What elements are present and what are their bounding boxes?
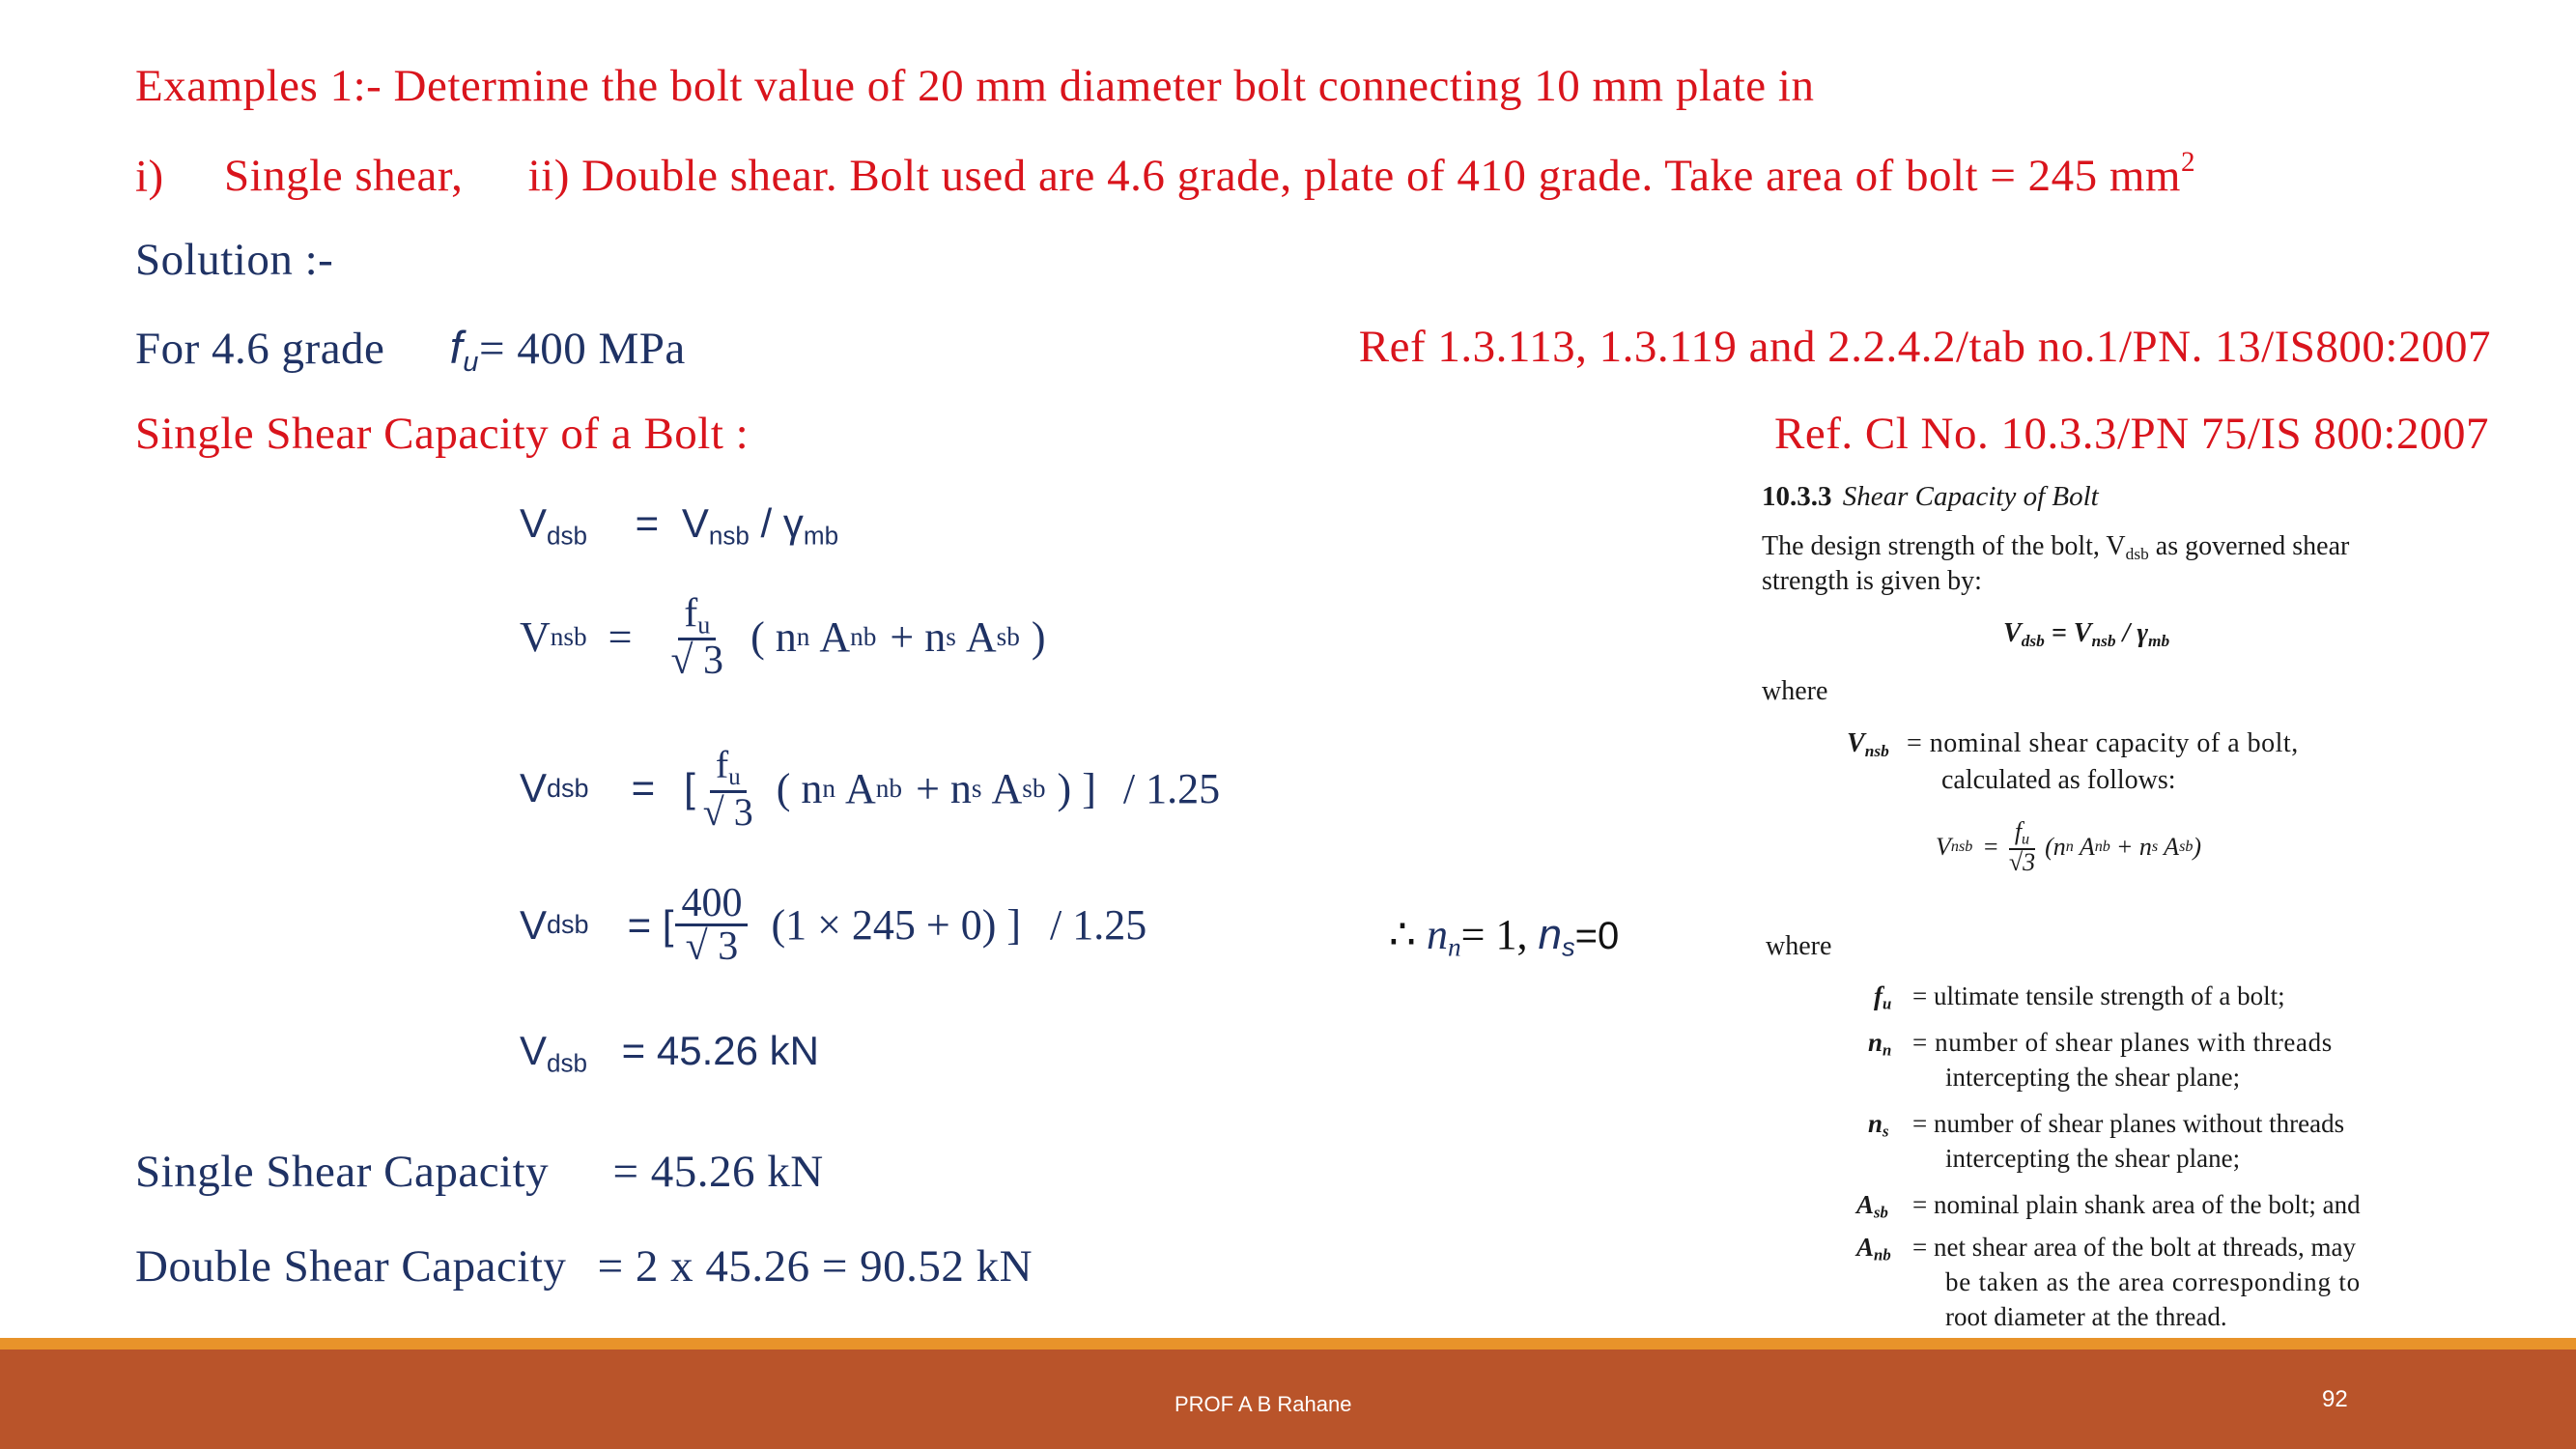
def-anb-text-2: be taken as the area corresponding to: [1945, 1267, 2361, 1296]
problem-single-shear: Single shear,: [223, 151, 464, 202]
eq5-result: = 45.26 kN: [621, 1028, 819, 1073]
eq3-v-sub: dsb: [547, 773, 589, 803]
f2-den: √3: [2008, 847, 2036, 876]
double-shear-value: = 2 x 45.26 = 90.52 kN: [597, 1241, 1033, 1292]
eq4-equals: = [: [627, 901, 674, 948]
def-anb-sub: nb: [1874, 1245, 1891, 1264]
f2-fraction: [2003, 819, 2041, 875]
f2-rhs-sub3: s: [2151, 838, 2159, 855]
is800-clause-excerpt: [1742, 473, 2486, 1341]
clause-formula-1: [2003, 618, 2169, 651]
eq1-gamma-sub: mb: [803, 521, 839, 551]
f2-eq: =: [1982, 832, 1999, 861]
single-shear-reference: Ref. Cl No. 10.3.3/PN 75/IS 800:2007: [1773, 409, 2489, 459]
equation-4: [520, 883, 1146, 967]
footer-accent-strip: [0, 1338, 2576, 1350]
f2-rhs-a: A: [2079, 832, 2095, 861]
footer-author: PROF A B Rahane: [1175, 1392, 1352, 1416]
eq3-close: ) ]: [1057, 764, 1096, 812]
intro1-sub: dsb: [2125, 544, 2149, 563]
eq2-a1: A: [819, 613, 851, 662]
def-nn-symbol: [1868, 1028, 1891, 1061]
eq1-v: V: [520, 500, 548, 546]
eq3-num-sub: u: [728, 763, 741, 790]
eq3-a1: A: [845, 764, 876, 812]
def-ns-text-1: = number of shear planes without threads: [1912, 1109, 2345, 1138]
clause-where-1: where: [1762, 676, 1828, 706]
equation-5: [520, 1028, 819, 1078]
eq4-assumption: [1389, 910, 1619, 963]
problem-part-i: i): [135, 151, 164, 202]
def-fu-sym: f: [1874, 981, 1882, 1010]
eq2-a1-sub: nb: [850, 622, 877, 652]
eq2-open: ( n: [750, 613, 797, 662]
f2-lhs-sub: nsb: [1950, 838, 1973, 855]
ns-symbol: n: [1538, 911, 1562, 958]
therefore-symbol: ∴: [1389, 911, 1416, 958]
def-nn-text-1: = number of shear planes with threads: [1912, 1028, 2333, 1057]
vnsb-definition-2: calculated as follows:: [1941, 765, 2176, 795]
f1-mid: = V: [2051, 618, 2092, 648]
def-ns-text-2: intercepting the shear plane;: [1945, 1144, 2241, 1173]
def-anb-sym: A: [1856, 1233, 1875, 1262]
eq3-den: √ 3: [702, 789, 753, 834]
def-fu-text: = ultimate tensile strength of a bolt;: [1912, 981, 2285, 1010]
eq4-den: √ 3: [685, 924, 739, 969]
eq1-equals: =: [635, 500, 660, 546]
clause-heading: [1762, 481, 2099, 513]
vnsb-sub: nsb: [1864, 741, 1889, 760]
eq2-den: √ 3: [670, 639, 724, 684]
eq4-body: (1 × 245 + 0) ]: [771, 901, 1022, 949]
eq2-num-sub: u: [697, 611, 711, 639]
f1-v: V: [2003, 618, 2022, 648]
eq2-a2: A: [965, 613, 997, 662]
eq3-fraction: [697, 743, 759, 834]
def-anb-symbol: [1856, 1233, 1891, 1265]
fu-subscript: u: [463, 347, 479, 379]
eq3-plus: + n: [916, 764, 972, 812]
eq5-v-sub: dsb: [547, 1048, 587, 1078]
intro1-end: as governed shear: [2155, 531, 2350, 561]
grade-line: [135, 321, 686, 379]
f2-rhs-sub2: nb: [2094, 838, 2110, 855]
equation-3: [520, 743, 1221, 834]
eq1-rhs-v: V: [681, 500, 709, 546]
grade-text: For 4.6 grade: [135, 324, 385, 374]
eq3-open-bracket: [: [684, 765, 695, 811]
vnsb-definition-1: = nominal shear capacity of a bolt,: [1907, 728, 2299, 758]
eq1-v-sub: dsb: [547, 521, 587, 551]
single-shear-value: = 45.26 kN: [612, 1147, 824, 1197]
problem-line-2: [135, 147, 2195, 202]
clause-number: 10.3.3: [1762, 481, 1832, 512]
double-shear-label: Double Shear Capacity: [135, 1241, 567, 1292]
equation-1: [520, 500, 838, 551]
footer-bar: [0, 1350, 2576, 1449]
f2-num: f: [2014, 817, 2023, 845]
eq3-open: ( n: [776, 764, 823, 812]
def-anb-text-1: = net shear area of the bolt at threads, may: [1912, 1233, 2357, 1262]
clause-where-2: where: [1766, 931, 1832, 961]
eq2-nn-sub: n: [796, 622, 810, 652]
clause-intro-2: strength is given by:: [1762, 566, 1982, 596]
def-nn-text-2: intercepting the shear plane;: [1945, 1063, 2241, 1092]
single-shear-heading: Single Shear Capacity of a Bolt :: [135, 409, 750, 459]
f1-sub2: nsb: [2091, 631, 2116, 650]
solution-label: Solution :-: [135, 235, 334, 285]
clause-title: Shear Capacity of Bolt: [1842, 481, 2099, 512]
eq3-nn-sub: n: [822, 773, 836, 803]
f2-rhs-a2: A: [2164, 832, 2180, 861]
clause-formula-2: [1936, 819, 2201, 875]
clause-intro-1: [1762, 531, 2349, 564]
def-ns-sub: s: [1882, 1122, 1889, 1141]
eq3-a1-sub: nb: [875, 773, 903, 803]
eq2-num: f: [684, 591, 698, 636]
f2-lhs: V: [1936, 832, 1951, 861]
f1-sub: dsb: [2021, 631, 2045, 650]
def-fu-symbol: [1874, 981, 1891, 1014]
def-nn-sub: n: [1882, 1040, 1892, 1060]
eq3-num: f: [715, 743, 729, 786]
fu-symbol: f: [449, 322, 464, 373]
def-fu-sub: u: [1882, 994, 1892, 1013]
eq3-equals: =: [631, 765, 656, 811]
eq2-close: ): [1031, 613, 1046, 662]
eq4-v-sub: dsb: [547, 910, 589, 939]
eq5-v: V: [520, 1028, 548, 1073]
def-ns-sym: n: [1868, 1109, 1883, 1138]
eq3-v: V: [520, 765, 548, 811]
def-asb-sub: sb: [1874, 1203, 1888, 1222]
f2-rhs-sub1: n: [2065, 838, 2074, 855]
grade-reference: Ref 1.3.113, 1.3.119 and 2.2.4.2/tab no.1/PN. 13/IS800:2007: [1358, 322, 2491, 372]
eq3-divisor: / 1.25: [1122, 764, 1221, 812]
def-anb-text-3: root diameter at the thread.: [1945, 1302, 2227, 1331]
double-shear-result: [135, 1240, 1033, 1293]
f1-sub3: mb: [2147, 631, 2170, 650]
eq3-ns-sub: s: [971, 773, 982, 803]
vnsb-symbol: [1847, 728, 1889, 761]
intro1-text: The design strength of the bolt, V: [1762, 531, 2126, 561]
eq2-equals: =: [608, 613, 633, 662]
def-asb-text: = nominal plain shank area of the bolt; and: [1912, 1190, 2361, 1219]
fu-value: = 400 MPa: [478, 324, 686, 374]
eq3-a2-sub: sb: [1022, 773, 1046, 803]
f2-num-sub: u: [2022, 831, 2030, 848]
eq2-v-sub: nsb: [550, 622, 587, 652]
eq2-a2-sub: sb: [996, 622, 1020, 652]
single-shear-label: Single Shear Capacity: [135, 1147, 550, 1197]
equation-2: [520, 591, 1046, 684]
eq2-plus: + n: [890, 613, 947, 662]
nn-subscript: n: [1448, 932, 1461, 962]
f2-rhs-close: ): [2193, 832, 2202, 861]
f2-rhs-plus: + n: [2115, 832, 2152, 861]
eq4-divisor: / 1.25: [1050, 901, 1147, 949]
eq2-v: V: [520, 613, 551, 662]
eq4-fraction: [675, 883, 748, 967]
unit-superscript: 2: [2180, 147, 2196, 178]
eq4-num: 400: [675, 883, 748, 926]
single-shear-result: [135, 1146, 824, 1198]
f1-end: / γ: [2122, 618, 2148, 648]
nn-symbol: n: [1427, 911, 1448, 958]
page-number: 92: [2322, 1386, 2348, 1412]
eq2-fraction: [665, 591, 730, 684]
f2-rhs-sub4: sb: [2179, 838, 2194, 855]
f2-rhs: (n: [2045, 832, 2066, 861]
def-asb-sym: A: [1856, 1190, 1875, 1219]
def-nn-sym: n: [1868, 1028, 1883, 1057]
vnsb-v: V: [1847, 728, 1865, 758]
problem-line-1: Examples 1:- Determine the bolt value of 20 mm diameter bolt connecting 10 mm plate in: [135, 61, 1815, 111]
ns-subscript: s: [1561, 931, 1575, 962]
problem-double-shear: ii) Double shear. Bolt used are 4.6 grade, plate of 410 grade. Take area of bolt = 245 mm: [527, 151, 2181, 202]
def-asb-symbol: [1856, 1190, 1888, 1223]
ns-value: =0: [1574, 915, 1620, 957]
eq2-ns-sub: s: [946, 622, 956, 652]
nn-value: = 1,: [1460, 911, 1528, 958]
eq4-v: V: [520, 901, 548, 948]
eq3-a2: A: [991, 764, 1023, 812]
eq1-gamma: / γ: [760, 500, 804, 546]
eq1-rhs-sub: nsb: [708, 521, 750, 551]
def-ns-symbol: [1868, 1109, 1889, 1142]
